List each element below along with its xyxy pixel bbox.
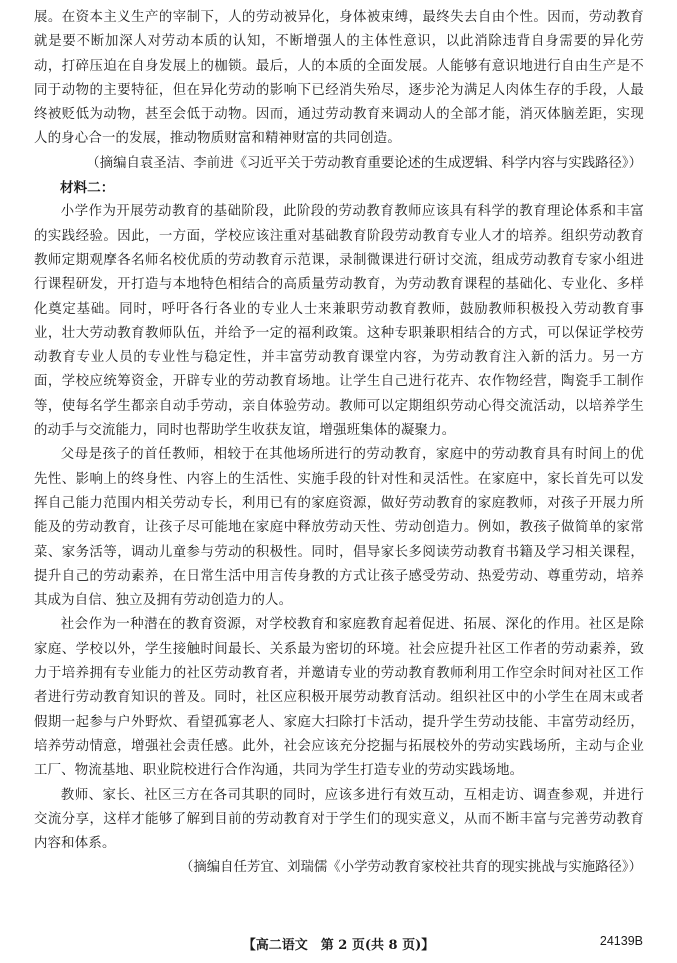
section-heading-material-2: 材料二： [60,180,115,197]
footer-exam-code: 24139B [599,934,643,948]
paragraph-continuation: 展。在资本主义生产的宰制下，人的劳动被异化，身体被束缚，最终失去自由个性。因而，劳动教育就是要不断加深人对劳动本质的认知，不断增强人的主体性意识，以此消除违背自身需要的异化劳动，打碎压迫在自身发展上的枷锁。最后，人的本质的全面发展。人能够有意识地进行自由生产是不同于动物的主要特征，但在异化劳动的影响下已经消失殆尽，逐步沦为满足人肉体生存的手段，人最终被贬低为动物，甚至会低于动物。因而，通过劳动教育来调动人的全部才能，消灭体脑差距，实现人的身心合一的发展，推动物质财富和精神财富的共同创造。 [34,10,644,147]
page-footer [0,934,677,956]
paragraph-family: 父母是孩子的首任教师，相较于在其他场所进行的劳动教育，家庭中的劳动教育具有时间上的优先性、影响上的终身性、内容上的生活性、实施手段的针对性和灵活性。在家庭中，家长首先可以发挥自己能力范围内相关劳动专长，利用已有的家庭资源，做好劳动教育的家庭教师，对孩子开展力所能及的劳动教育，让孩子尽可能地在家庭中释放劳动天性、劳动创造力。例如，教孩子做简单的家常菜、家务活等，调动儿童参与劳动的积极性。同时，倡导家长多阅读劳动教育书籍及学习相关课程，提升自己的劳动素养，在日常生活中用言传身教的方式让孩子感受劳动、热爱劳动、尊重劳动，培养其成为自信、独立及拥有劳动创造力的人。 [34,447,644,609]
paragraph-community: 社会作为一种潜在的教育资源，对学校教育和家庭教育起着促进、拓展、深化的作用。社区是除家庭、学校以外，学生接触时间最长、关系最为密切的环境。社会应提升社区工作者的劳动素养，致力于培养拥有专业能力的社区劳动教育者，并邀请专业的劳动教育教师利用工作空余时间对社区工作者进行劳动教育知识的普及。同时，社区应积极开展劳动教育活动。组织社区中的小学生在周末或者假期一起参与户外野炊、看望孤寡老人、家庭大扫除打卡活动，提升学生劳动技能、丰富劳动经历，培养劳动情意，增强社会责任感。此外，社会应该充分挖掘与拓展校外的劳动实践场所，主动与企业工厂、物流基地、职业院校进行合作沟通，共同为学生打造专业的劳动实践场地。 [34,617,644,779]
paragraph-school: 小学作为开展劳动教育的基础阶段，此阶段的劳动教育教师应该具有科学的教育理论体系和丰富的实践经验。因此，一方面，学校应该注重对基础教育阶段劳动教育专业人才的培养。组织劳动教育教师定期观摩各名师名校优质的劳动教育示范课，录制微课进行研讨交流，组成劳动教育专家小组进行课程研发，开打造与本地特色相结合的高质量劳动教育，为劳动教育课程的基础化、专业化、多样化奠定基础。同时，呼吁各行各业的专业人士来兼职劳动教育教师，鼓励教师积极投入劳动教育事业，壮大劳动教育教师队伍，并给予一定的福利政策。这种专职兼职相结合的方式，可以保证学校劳动教育专业人员的专业性与稳定性，并丰富劳动教育课堂内容，为劳动教育注入新的活力。另一方面，学校应统筹资金，开辟专业的劳动教育场地。让学生自己进行花卉、农作物经营，陶瓷手工制作等，使每名学生都亲自动手劳动，亲自体验劳动。教师可以定期组织劳动心得交流活动，以培养学生的动手与交流能力，同时也帮助学生收获友谊，增强班集体的凝聚力。 [34,204,644,439]
document-page [34,6,644,881]
source-citation-1: （摘编自袁圣洁、李前进《习近平关于劳动教育重要论述的生成逻辑、科学内容与实践路径》） [86,155,642,171]
footer-page-info: 【高二语文 第 2 页(共 8 页)】 [242,938,435,953]
source-citation-2: （摘编自任芳宜、刘瑞儒《小学劳动教育家校社共育的现实挑战与实施路径》） [180,860,642,876]
paragraph-conclusion: 教师、家长、社区三方在各司其职的同时，应该多进行有效互动，互相走访、调查参观，并进行交流分享，这样才能够了解到目前的劳动教育对于学生们的现实意义，从而不断丰富与完善劳动教育内容和体系。 [34,787,644,852]
